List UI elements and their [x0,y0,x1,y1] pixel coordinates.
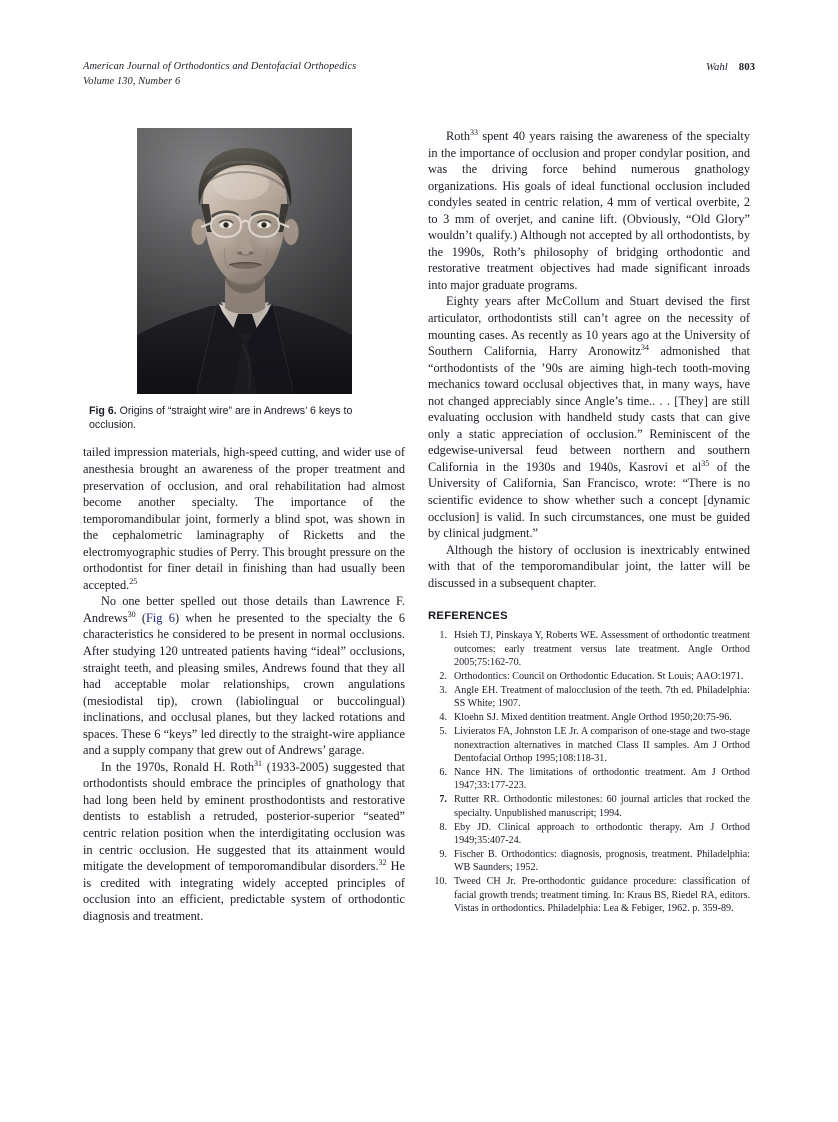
para-although-history [428,542,750,592]
figure-6 [83,128,405,432]
reference-item[interactable] [428,821,750,848]
text-run: Eighty years after McCollum and Stuart devised the first articulator, orthodontists still can’t agree on the necessity of mounting cases. As recently as 10 years ago at the University of Southern California, Harry Aronowitz [428,294,750,359]
text-run: spent 40 years raising the awareness of the specialty in the importance of occlusion and proper condylar position, and was the driving force behind numerous gnathology organizations. His goals of ideal functional occlusion included condyles seated in centric relation, 4 mm of vertical overbite, 2 to 3 mm of overjet, and canine lift. (Obviously, “Old Glory” wouldn’t qualify.) Although not accepted by all orthodontists, by the 1990s, Roth’s philosophy of bridging orthodontic and restorative treatment objectives had made significant inroads into major graduate programs. [428,129,750,292]
portrait-photograph [137,128,352,394]
reference-text: Orthodontics: Council on Orthodontic Education. St Louis; AAO:1971. [454,671,744,683]
reference-text: Kloehn SJ. Mixed dentition treatment. Angle Orthod 1950;20:75-96. [454,712,732,724]
reference-number: 1. [439,630,447,642]
figure-caption-label: Fig 6. [89,405,117,417]
reference-superscript[interactable]: 34 [640,343,649,352]
para-impression-materials [83,444,405,593]
para-andrews [83,593,405,758]
reference-number: 6. [439,766,447,778]
text-run: Although the history of occlusion is inextricably entwined with that of the temporomandibular joint, the latter will be discussed in a subsequent chapter. [428,542,750,590]
reference-number: 10. [434,876,447,888]
text-run: admonished that “orthodontists of the ’90s are aiming high-tech tooth-moving mechanics toward occlusal objectives that, in many ways, have not changed appreciably since Angle’s time.. . . [They] are still evaluating occlusion with handheld study casts that can give only a static appreciation of occlusion.” Reminiscent of the edgewise-universal feud between northern and southern California in the 1930s and 1940s, Kasrovi et al [428,344,750,474]
text-run: In the 1970s, Ronald H. Roth [101,759,255,774]
left-column [83,128,405,924]
reference-text: Nance HN. The limitations of orthodontic treatment. Am J Orthod 1947;33:177-223. [454,766,750,792]
reference-number: 4. [439,712,447,724]
reference-text: Angle EH. Treatment of malocclusion of the teeth. 7th ed. Philadelphia: SS White; 1907. [454,684,750,710]
para-eighty-years [428,293,750,541]
reference-text: Fischer B. Orthodontics: diagnosis, prognosis, treatment. Philadelphia: WB Saunders; 1952. [454,848,750,874]
text-run: ) when he presented to the specialty the 6 characteristics he considered to be present in normal occlusions. After studying 120 untreated patients having “ideal” occlusions, straight teeth, and pleasing smiles, Andrews found that they all had acceptable molar relationships, crown angulations (mesiodistal tip), crown (labiolingual or buccolingual) inclinations, and occlusal planes, but they lacked rotations and spaces. These 6 “keys” led directly to the straight-wire appliance and a supply company that grew out of Andrews’ garage. [83,610,405,758]
reference-number: 2. [439,671,447,683]
references-list [428,629,750,915]
figure-cross-reference-link[interactable]: Fig 6 [146,610,175,625]
text-run: tailed impression materials, high-speed cutting, and wider use of anesthesia brought an awareness of the proper treatment and preservation of occlusion, and oral rehabilitation had almost become another specialty. The importance of the temporomandibular joint, formerly a blind spot, was shown in the cephalometric laminagraphy of Ricketts and the electromyographic studies of Perry. This brought pressure on the orthodontist for finer detail in finishing than had usually been accepted. [83,445,405,592]
reference-text: Tweed CH Jr. Pre-orthodontic guidance procedure: classification of facial growth trends; treatment timing. In: Kraus BS, Riedel RA, editors. Vistas in orthodontics. Philadelphia: Lea & Febiger, 1962. p. 359-89. [454,876,750,914]
para-roth-1970s [83,759,405,924]
reference-superscript[interactable]: 35 [701,458,710,468]
reference-item[interactable] [428,848,750,875]
reference-superscript[interactable]: 30 [127,609,136,619]
figure-caption [89,404,389,432]
journal-title: American Journal of Orthodontics and Dentofacial Orthopedics [83,61,357,72]
volume-issue: Volume 130, Number 6 [83,75,181,87]
reference-superscript[interactable]: 33 [470,127,479,137]
reference-item[interactable] [428,793,750,820]
left-column-body [83,444,405,924]
right-column-body [428,128,750,591]
photo-grain [137,128,352,394]
reference-superscript[interactable]: 25 [129,576,138,586]
references-heading: REFERENCES [428,610,508,623]
reference-text: Eby JD. Clinical approach to orthodontic therapy. Am J Orthod 1949;35:407-24. [454,821,750,846]
running-head-author: Wahl [705,61,728,73]
reference-item[interactable] [428,670,750,683]
para-roth-40-years [428,128,750,293]
reference-superscript[interactable]: 32 [378,857,387,867]
reference-text: Rutter RR. Orthodontic milestones: 60 journal articles that rocked the specialty. Unpublished manuscript; 1994. [454,794,750,819]
reference-text: Hsieh TJ, Pinskaya Y, Roberts WE. Assessment of orthodontic treatment outcomes: early treatment versus late treatment. Angle Orthod 2005;75:162-70. [454,630,750,669]
text-run: Roth [446,129,471,143]
reference-superscript[interactable]: 31 [254,758,263,768]
text-run: of the University of California, San Francisco, wrote: “There is no scientific evidence to show whether such a concept [dynamic occlusion] is valid. In such circumstances, one must be guided by clinical judgment.” [428,459,750,541]
reference-text: Livieratos FA, Johnston LE Jr. A comparison of one-stage and two-stage nonextraction alternatives in matched Class II samples. Am J Orthod Dentofacial Orthop 1995;108:118-31. [454,726,750,764]
reference-number: 8. [439,821,447,833]
reference-item[interactable] [428,766,750,793]
running-head-author-page [706,60,755,75]
reference-number: 9. [439,848,447,860]
reference-number: 5. [439,726,447,738]
reference-number: 7. [439,794,447,806]
reference-item[interactable] [428,629,750,669]
text-run: He is credited with integrating widely accepted principles of occlusion into an efficient, predictable system of orthodontic diagnosis and treatment. [83,859,405,923]
running-head-journal-block [83,60,356,89]
reference-number: 3. [439,684,447,696]
text-run: (1933-2005) suggested that orthodontists should embrace the principles of gnathology that had long been held by eminent prosthodontists and restorative dentists to establish a retruded, posterior-superior “seated” centric relation position when the interdigitating occlusion was in centric occlusion. He suggested that its attainment would mitigate the development of temporomandibular disorders. [83,759,405,874]
reference-item[interactable] [428,875,750,915]
reference-item[interactable] [428,725,750,765]
text-run: No one better spelled out those details than Lawrence F. Andrews [83,594,405,625]
right-column [428,128,750,916]
text-run: ( [135,610,146,625]
figure-caption-text: Origins of “straight wire” are in Andrews’ 6 keys to occlusion. [89,405,353,432]
running-head [83,60,755,89]
reference-item[interactable] [428,684,750,711]
reference-item[interactable] [428,711,750,724]
page-number: 803 [738,61,755,73]
